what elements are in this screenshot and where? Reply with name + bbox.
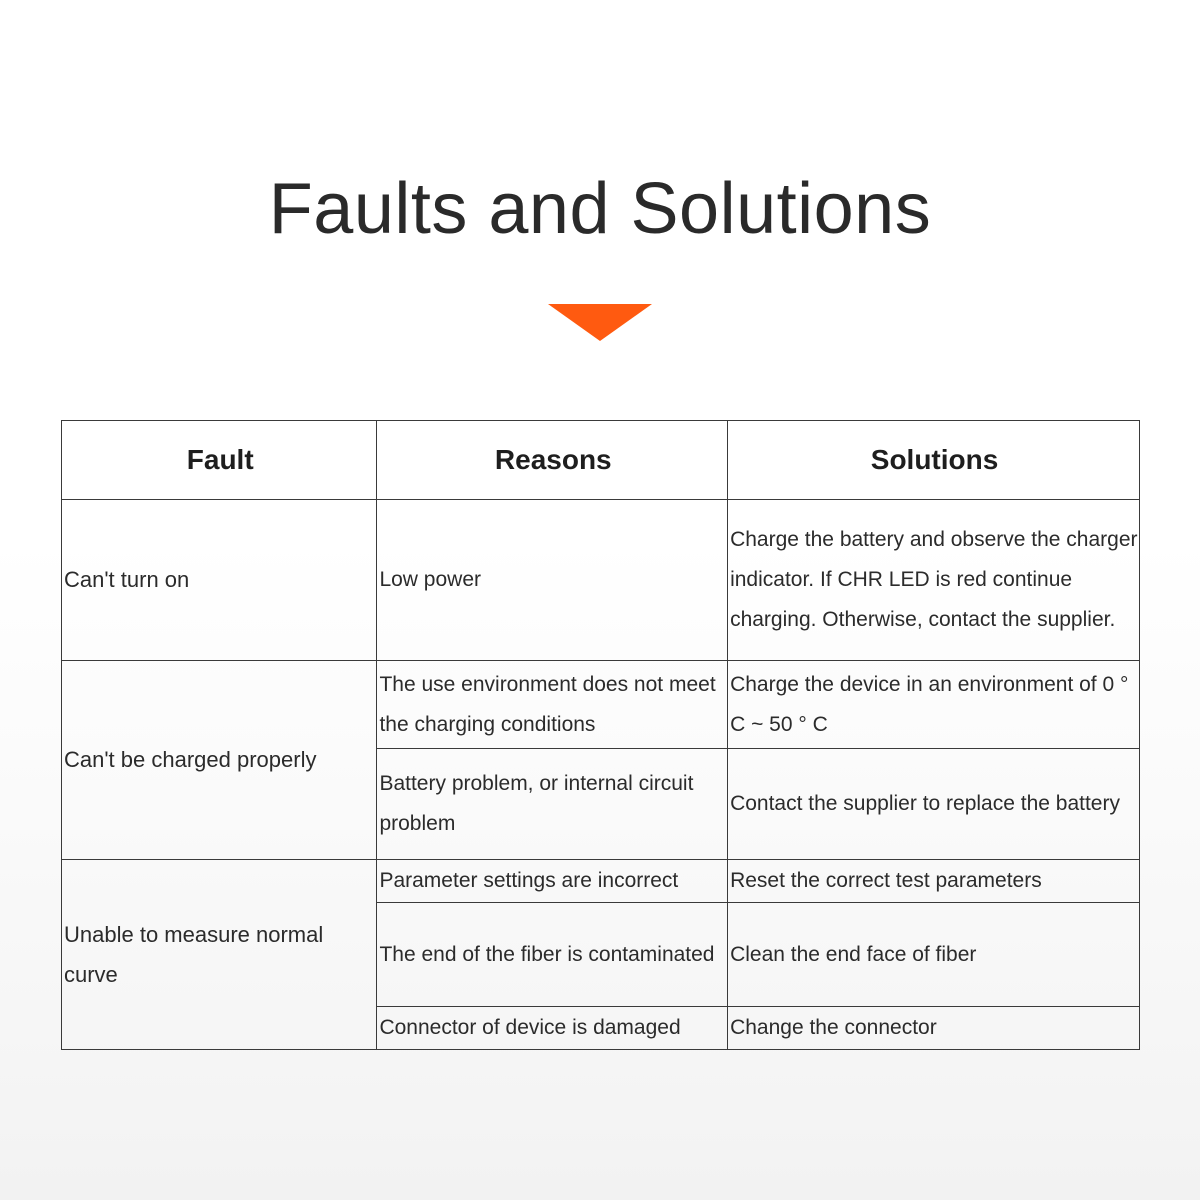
solution-cell: Change the connector [728, 1007, 1140, 1050]
reason-cell: The end of the fiber is contaminated [377, 903, 728, 1007]
solution-cell: Contact the supplier to replace the battery [728, 749, 1140, 860]
table-row [62, 860, 1140, 903]
solution-cell: Clean the end face of fiber [728, 903, 1140, 1007]
down-triangle-icon [548, 304, 652, 341]
table-row [62, 661, 1140, 749]
header-solutions: Solutions [728, 421, 1140, 500]
reason-cell: Parameter settings are incorrect [377, 860, 728, 903]
table-header-row [62, 421, 1140, 500]
faults-table [61, 420, 1140, 1050]
header-fault: Fault [62, 421, 377, 500]
solution-cell: Charge the device in an environment of 0 ° C ~ 50 ° C [728, 661, 1140, 749]
reason-cell: Low power [377, 500, 728, 661]
fault-cell: Can't be charged properly [62, 661, 377, 860]
reason-cell: Battery problem, or internal circuit problem [377, 749, 728, 860]
solution-cell: Charge the battery and observe the charger indicator. If CHR LED is red continue charging. Otherwise, contact the supplier. [728, 500, 1140, 661]
reason-cell: The use environment does not meet the charging conditions [377, 661, 728, 749]
header-reasons: Reasons [377, 421, 728, 500]
table-row [62, 500, 1140, 661]
reason-cell: Connector of device is damaged [377, 1007, 728, 1050]
fault-cell: Can't turn on [62, 500, 377, 661]
fault-cell: Unable to measure normal curve [62, 860, 377, 1050]
page-title: Faults and Solutions [268, 169, 932, 249]
solution-cell: Reset the correct test parameters [728, 860, 1140, 903]
